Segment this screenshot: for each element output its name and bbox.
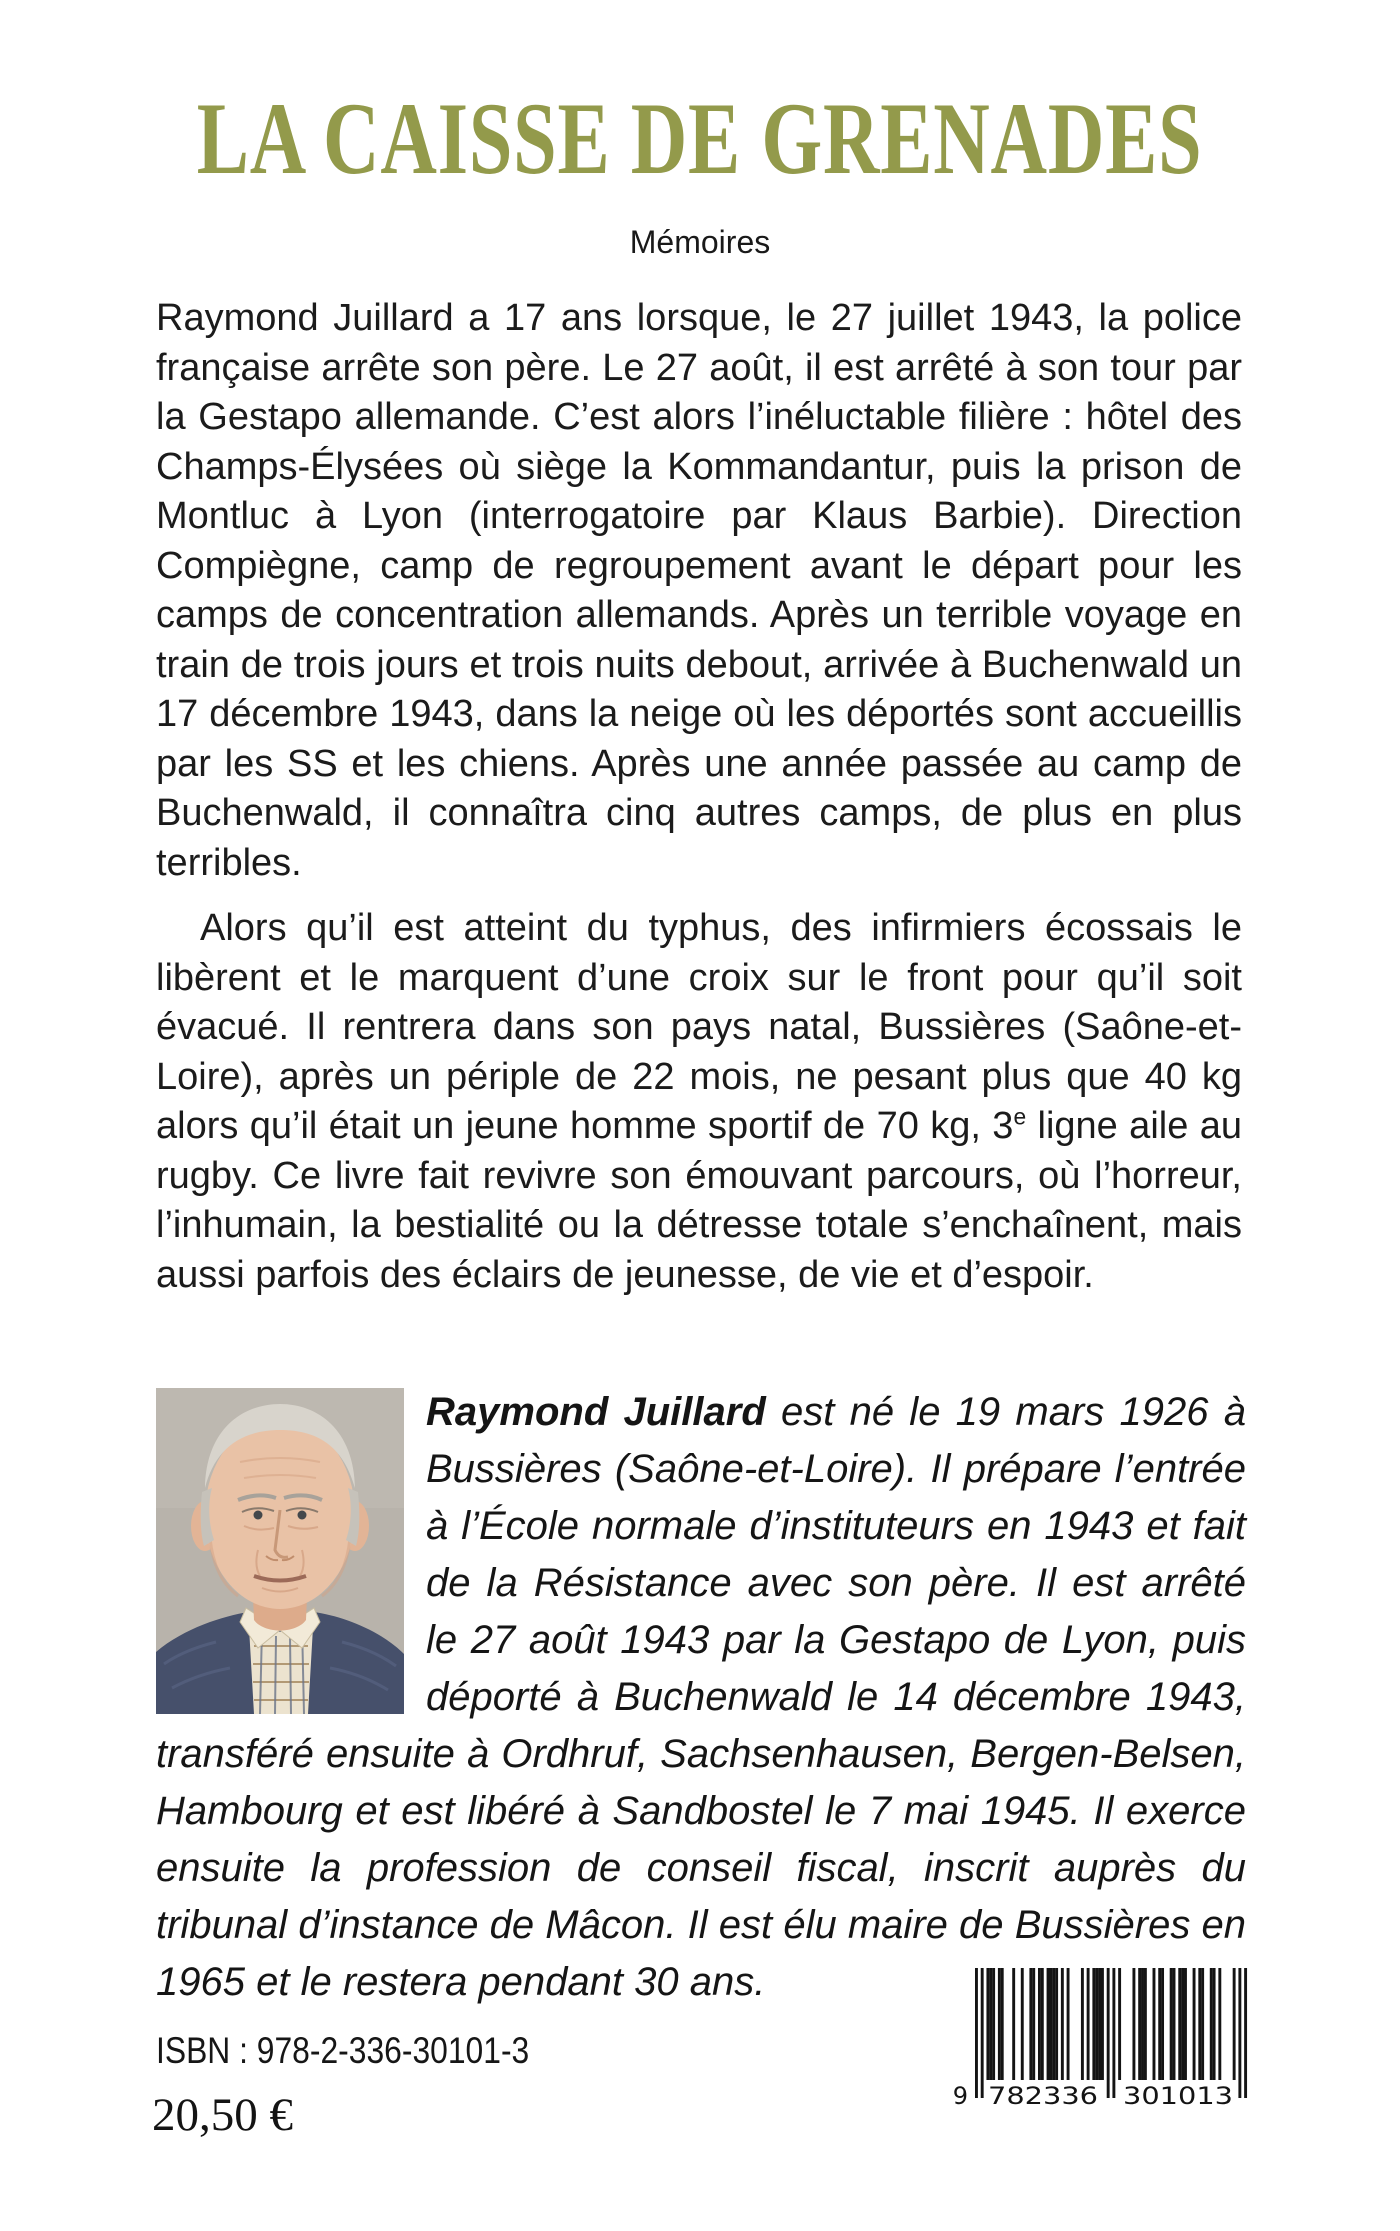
synopsis-paragraph-2-text-cont: ligne aile au rugby. Ce livre fait revivre son émouvant parcours, où l’horreur, l’inhumain, la bestialité ou la détresse totale s’enchaînent, mais aussi parfois des éclairs de jeunesse, de vie et d’espoir.: [156, 1105, 1242, 1296]
isbn-value: ISBN : 978-2-336-30101-3: [156, 2030, 530, 2071]
author-name: Raymond Juillard: [426, 1390, 766, 1434]
synopsis-section: [156, 294, 1242, 1300]
synopsis-paragraph-1: Raymond Juillard a 17 ans lorsque, le 27 juillet 1943, la police française arrête son père. Le 27 août, il est arrêté à son tour par la Gestapo allemande. C’est alors l’inéluctable filière : hôtel des Champs-Élysées où siège la Kommandantur, puis la prison de Montluc à Lyon (interrogatoire par Klaus Barbie). Direction Compiègne, camp de regroupement avant le départ pour les camps de concentration allemands. Après un terrible voyage en train de trois jours et trois nuits debout, arrivée à Buchenwald un 17 décembre 1943, dans la neige où les déportés sont accueillis par les SS et les chiens. Après une année passée au camp de Buchenwald, il connaîtra cinq autres camps, de plus en plus terribles.: [156, 297, 1242, 884]
author-bio-section: [156, 1384, 1246, 2011]
book-title: [0, 82, 1400, 196]
isbn-text: [156, 2030, 590, 2072]
book-subtitle: Mémoires: [629, 224, 771, 260]
author-photo: [156, 1388, 404, 1714]
svg-text:301013: 301013: [1123, 2082, 1233, 2110]
author-bio-body: est né le 19 mars 1926 à Bussières (Saône-et-Loire). Il prépare l’entrée à l’École normale d’instituteurs en 1943 et fait de la Résistance avec son père. Il est arrêté le 27 août 1943 par la Gestapo de Lyon, puis déporté à Buchenwald le 14 décembre 1943, transféré ensuite à Ordhruf, Sachsenhausen, Bergen-Belsen, Hambourg et est libéré à Sandbostel le 7 mai 1945. Il exerce ensuite la profession de conseil fiscal, inscrit auprès du tribunal d’instance de Mâcon. Il est élu maire de Bussières en 1965 et le restera pendant 30 ans.: [156, 1390, 1246, 2004]
svg-text:9: 9: [952, 2082, 968, 2110]
price-text: 20,50 €: [152, 2089, 293, 2141]
synopsis-paragraph-2-text: Alors qu’il est atteint du typhus, des infirmiers écossais le libèrent et le marquent d’une croix sur le front pour qu’il soit évacué. Il rentrera dans son pays natal, Bussières (Saône-et-Loire), après un périple de 22 mois, ne pesant plus que 40 kg alors qu’il était un jeune homme sportif de 70 kg, 3: [156, 907, 1242, 1147]
svg-text:782336: 782336: [988, 2082, 1098, 2110]
ordinal-superscript: e: [1013, 1103, 1027, 1130]
barcode: [951, 1968, 1243, 2108]
synopsis-paragraph-2: [156, 904, 1242, 1300]
author-portrait-illustration: [156, 1388, 404, 1714]
book-title-text: LA CAISSE DE GRENADES: [197, 82, 1203, 196]
ean13-barcode: [951, 1968, 1243, 2108]
